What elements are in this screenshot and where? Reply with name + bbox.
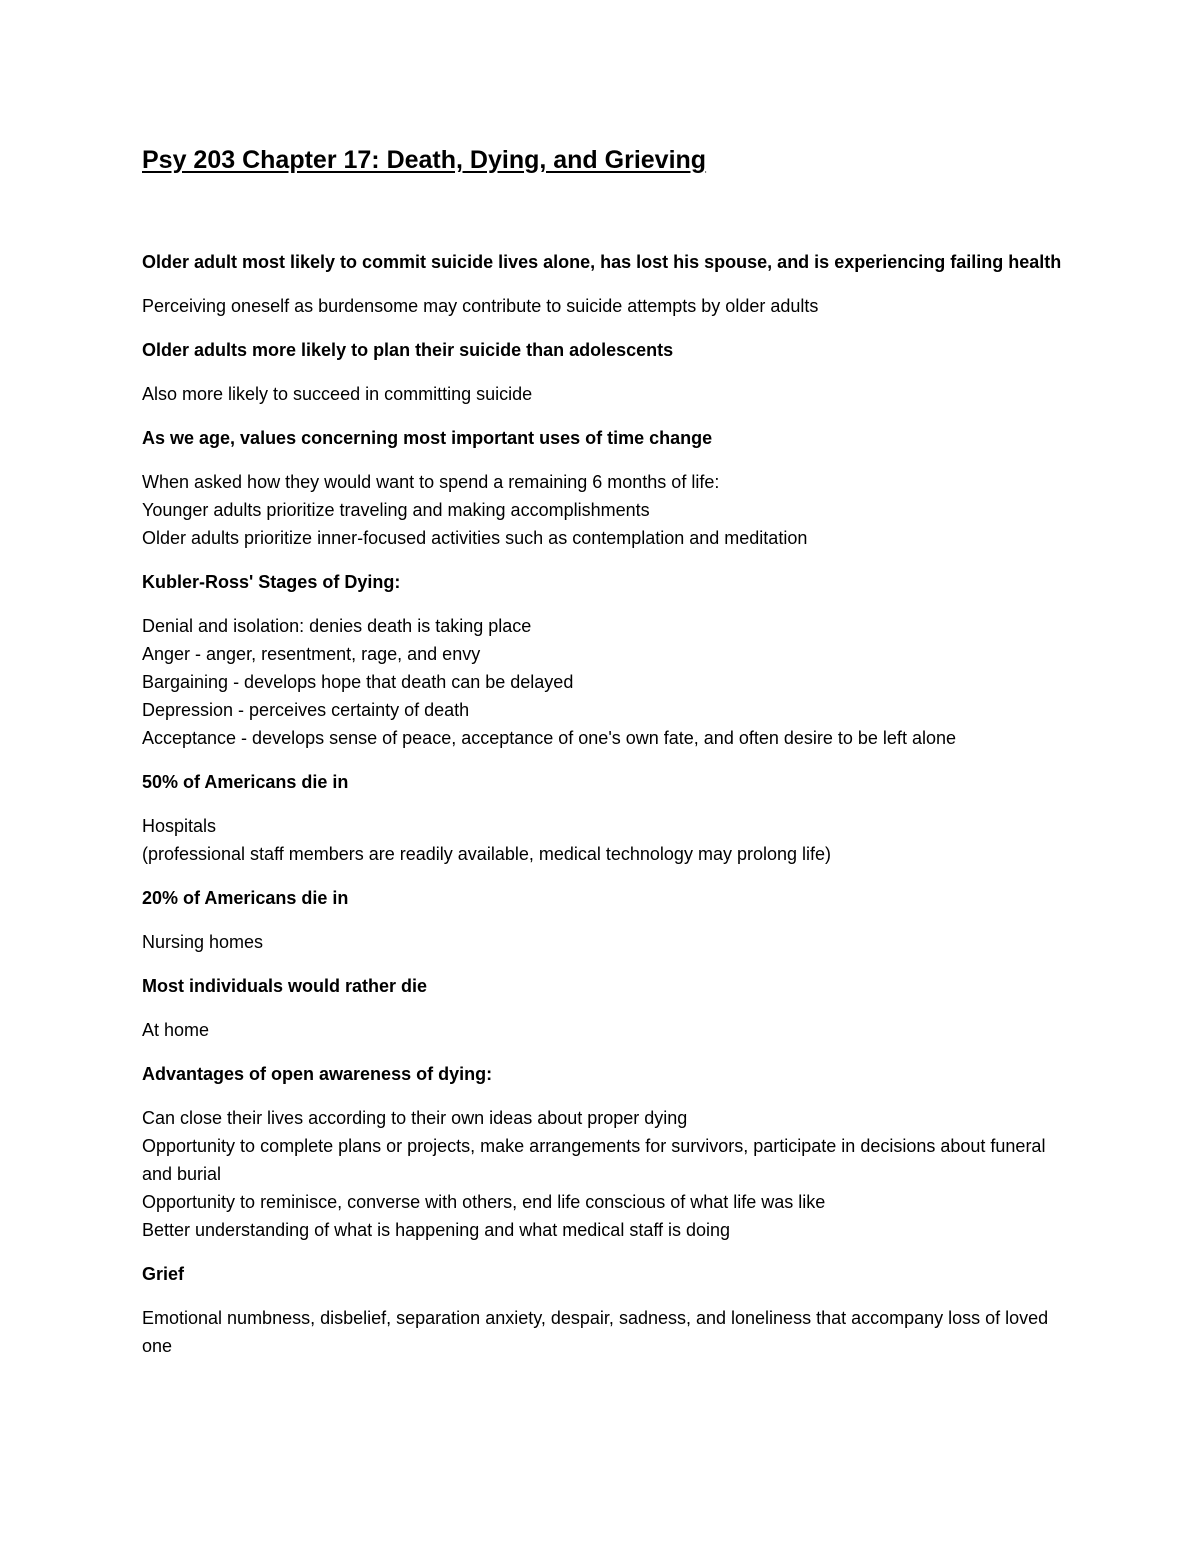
definition-line: (professional staff members are readily available, medical technology may prolong life) xyxy=(142,844,832,864)
definition-line: Better understanding of what is happening and what medical staff is doing xyxy=(142,1220,731,1240)
definition-line: When asked how they would want to spend a remaining 6 months of life: xyxy=(142,472,720,492)
entry-definition xyxy=(142,380,1062,408)
entry-1 xyxy=(142,336,1062,408)
definition-line: Also more likely to succeed in committing suicide xyxy=(142,384,533,404)
entry-term: Most individuals would rather die xyxy=(142,976,428,996)
definition-line: Hospitals xyxy=(142,816,217,836)
entry-8 xyxy=(142,1260,1062,1360)
entry-definition xyxy=(142,1104,1062,1244)
definition-line: Acceptance - develops sense of peace, acceptance of one's own fate, and often desire to be left alone xyxy=(142,728,956,748)
definition-line: Bargaining - develops hope that death can be delayed xyxy=(142,672,574,692)
definition-line: Can close their lives according to their own ideas about proper dying xyxy=(142,1108,688,1128)
definition-line: Older adults prioritize inner-focused activities such as contemplation and meditation xyxy=(142,528,808,548)
entry-6 xyxy=(142,972,1062,1044)
entry-term: 50% of Americans die in xyxy=(142,772,349,792)
entry-term: Older adults more likely to plan their suicide than adolescents xyxy=(142,340,674,360)
definition-line: Denial and isolation: denies death is taking place xyxy=(142,616,532,636)
entry-definition xyxy=(142,292,1062,320)
definition-line: Opportunity to complete plans or projects, make arrangements for survivors, participate in decisions about funeral and burial xyxy=(142,1136,1046,1184)
entry-term: 20% of Americans die in xyxy=(142,888,349,908)
entry-definition xyxy=(142,1304,1062,1360)
definition-line: At home xyxy=(142,1020,210,1040)
definition-line: Depression - perceives certainty of death xyxy=(142,700,470,720)
entry-5 xyxy=(142,884,1062,956)
entry-term: As we age, values concerning most important uses of time change xyxy=(142,428,713,448)
entry-3 xyxy=(142,568,1062,752)
entry-definition xyxy=(142,812,1062,868)
entry-definition xyxy=(142,612,1062,752)
entry-definition xyxy=(142,1016,1062,1044)
entry-term: Advantages of open awareness of dying: xyxy=(142,1064,493,1084)
entry-term: Kubler-Ross' Stages of Dying: xyxy=(142,572,401,592)
entry-0 xyxy=(142,248,1062,320)
definition-line: Emotional numbness, disbelief, separation anxiety, despair, sadness, and loneliness that accompany loss of loved one xyxy=(142,1308,1049,1356)
entry-definition xyxy=(142,928,1062,956)
definition-line: Nursing homes xyxy=(142,932,264,952)
definition-line: Opportunity to reminisce, converse with others, end life conscious of what life was like xyxy=(142,1192,826,1212)
entry-2 xyxy=(142,424,1062,552)
entry-term: Grief xyxy=(142,1264,185,1284)
entry-definition xyxy=(142,468,1062,552)
document-page xyxy=(142,140,1062,1376)
document-title: Psy 203 Chapter 17: Death, Dying, and Grieving xyxy=(142,146,707,174)
definition-line: Anger - anger, resentment, rage, and envy xyxy=(142,644,481,664)
entry-term: Older adult most likely to commit suicide lives alone, has lost his spouse, and is experiencing failing health xyxy=(142,252,1062,272)
definition-line: Younger adults prioritize traveling and making accomplishments xyxy=(142,500,650,520)
entry-4 xyxy=(142,768,1062,868)
definition-line: Perceiving oneself as burdensome may contribute to suicide attempts by older adults xyxy=(142,296,819,316)
entry-7 xyxy=(142,1060,1062,1244)
